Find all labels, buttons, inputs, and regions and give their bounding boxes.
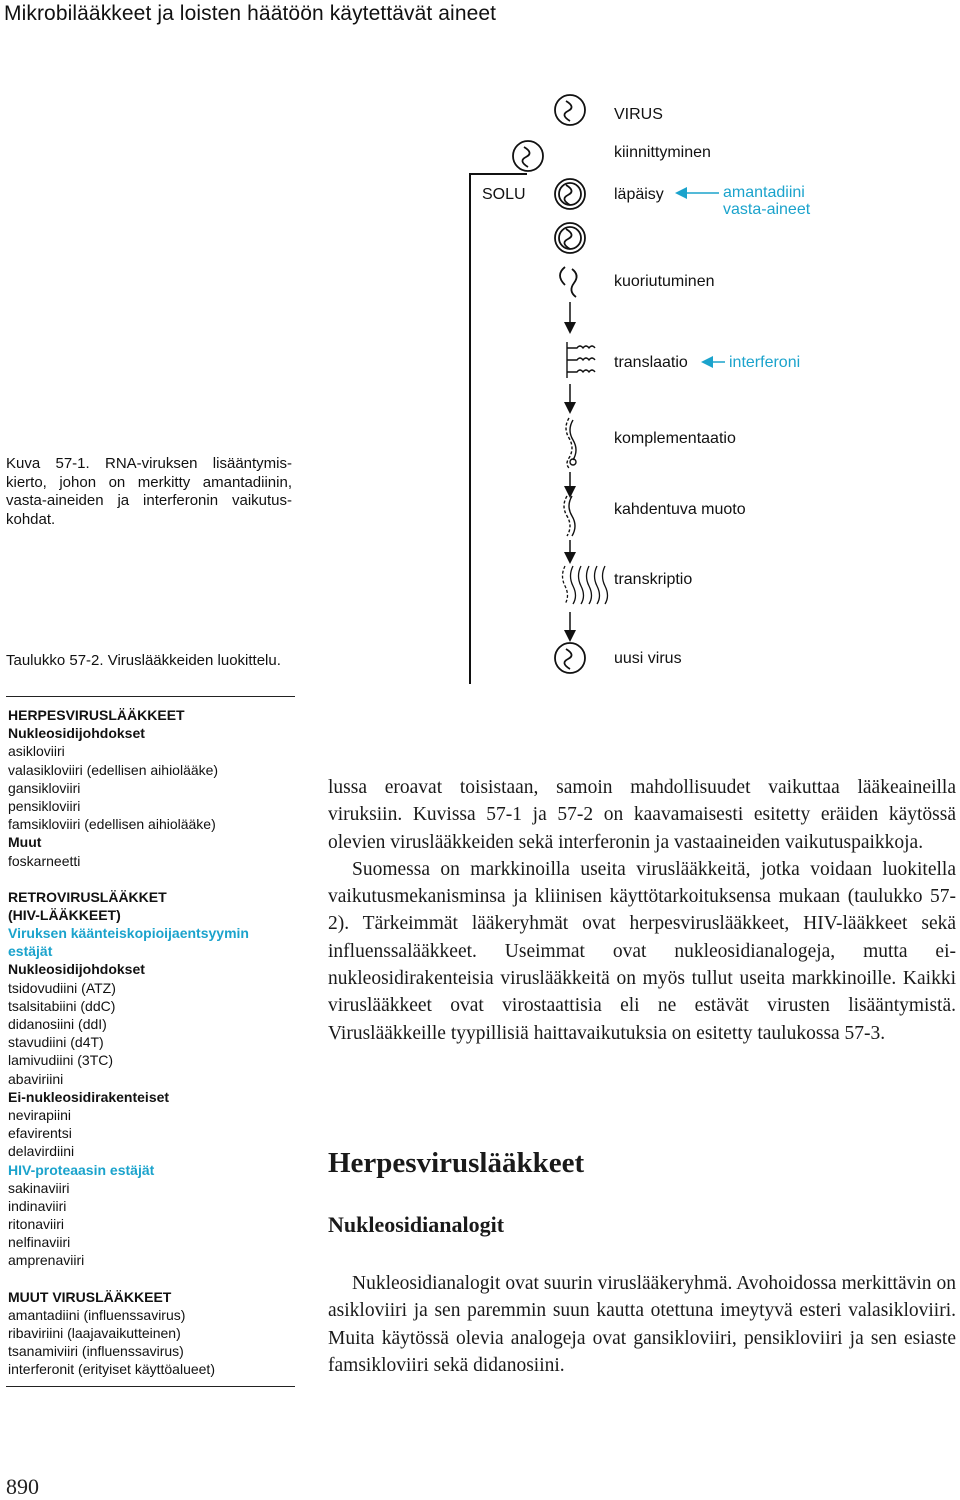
page-number: 890 <box>6 1474 39 1499</box>
table-row: Nukleosidijohdokset <box>8 961 145 978</box>
table-row: MUUT VIRUSLÄÄKKEET <box>8 1288 172 1305</box>
virus-replication-diagram <box>455 84 845 694</box>
table-row: gansikloviiri <box>8 779 81 796</box>
table-row: didanosiini (ddI) <box>8 1016 107 1032</box>
table-row: Muut <box>8 834 42 851</box>
label-antibodies: vasta-aineet <box>723 201 811 218</box>
translation-rna-icon <box>567 342 595 378</box>
table-caption: Taulukko 57-2. Viruslääkkeiden luokittelu. <box>6 652 281 669</box>
label-translation: translaatio <box>614 354 688 371</box>
table-row: sakinaviiri <box>8 1179 70 1196</box>
table-row: tsidovudiini (ATZ) <box>8 979 116 996</box>
label-attach: kiinnittyminen <box>614 144 711 161</box>
subsection-heading: Nukleosidianalogit <box>328 1212 505 1237</box>
table-row: ritonaviiri <box>8 1216 65 1233</box>
table-row: Viruksen käänteiskopioijaentsyymin <box>8 925 249 942</box>
table-row: valasikloviiri (edellisen aihiolääke) <box>8 761 219 778</box>
table-row: famsikloviiri (edellisen aihiolääke) <box>8 816 216 833</box>
table-row: ribaviriini (laajavaikutteinen) <box>8 1325 181 1341</box>
body-paragraph: Nukleosidianalogit ovat suurin viruslääkeryhmä. Avohoidossa merkittävin on asikloviiri ja sen paremmin suun kautta otettuna imeytyvä esteri valasikloviiri. Muita käytössä olevia analogeja ovat gansikloviiri, pensikloviiri ja sen esiaste famsikloviiri sekä didanosiini. <box>328 1273 956 1376</box>
table-row: amprenaviiri <box>8 1252 85 1269</box>
label-cell: SOLU <box>482 186 526 203</box>
table-row: abaviriini <box>8 1070 64 1087</box>
table-row: asikloviiri <box>8 743 65 760</box>
label-transcription: transkriptio <box>614 571 693 588</box>
table-top-rule <box>6 696 295 697</box>
label-new-virus: uusi virus <box>614 650 682 667</box>
page-header-title: Mikrobilääkkeet ja loisten häätöön käytettävät aineet <box>4 2 497 25</box>
table-row: lamivudiini (3TC) <box>8 1052 114 1069</box>
virus-attached-icon <box>513 141 543 171</box>
table-row: interferonit (erityiset käyttöalueet) <box>8 1361 215 1378</box>
table-row: pensikloviiri <box>8 797 81 814</box>
double-strand-icon <box>564 496 575 536</box>
table-row: nelfinaviiri <box>8 1234 71 1251</box>
new-virus-icon <box>555 643 585 673</box>
table-row: stavudiini (d4T) <box>8 1034 104 1051</box>
table-row: tsanamiviiri (influenssavirus) <box>8 1343 184 1360</box>
table-row: estäjät <box>8 943 53 960</box>
table-row: delavirdiini <box>8 1143 75 1160</box>
cell-boundary <box>470 174 527 684</box>
table-row: efavirentsi <box>8 1125 72 1142</box>
figure-caption: Kuva 57-1. RNA-viruksen lisääntymis-kierto, johon on merkitty amantadiinin, vasta-aineiden ja interferonin vaikutus-kohdat. <box>6 455 292 528</box>
label-virus: VIRUS <box>614 106 663 123</box>
table-row: amantadiini (influenssavirus) <box>8 1306 186 1323</box>
body-paragraph: Suomessa on markkinoilla useita viruslääkkeitä, jotka voidaan luokitella vaikutusmekanisminsa ja kliinisen käyttötarkoituksensa mukaan (taulukko 57-2). Tärkeimmät lääkeryhmät ovat herpesviruslääkkeet, HIV-lääkkeet sekä influenssalääkkeet. Useimmat ovat nukleosidianalogeja, mutta ei-nukleosidirakenteisia viruslääkkeitä on myös tullut useita markkinoille. Kaikki viruslääkkeet ovat virostaattisia eli ne estävät virusten lisääntymistä. Viruslääkkeille tyypillisiä haittavaikutuksia on esitetty taulukossa 57-3. <box>328 858 956 1044</box>
virus-particle-icon <box>555 95 585 125</box>
label-amantadine: amantadiini <box>723 184 805 201</box>
table-section-other <box>8 1288 298 1379</box>
label-penetration: läpäisy <box>614 186 664 203</box>
table-row: Nukleosidijohdokset <box>8 725 145 742</box>
table-row: HIV-proteaasin estäjät <box>8 1161 155 1178</box>
table-section-retro <box>8 888 298 1270</box>
body-column-bottom <box>328 1270 956 1379</box>
table-row: tsalsitabiini (ddC) <box>8 997 116 1014</box>
drug-classification-table <box>8 706 298 1379</box>
virus-penetrating-icon <box>555 179 585 209</box>
label-double-form: kahdentuva muoto <box>614 501 746 518</box>
table-row: HERPESVIRUSLÄÄKKEET <box>8 707 185 723</box>
label-uncoating: kuoriutuminen <box>614 273 715 290</box>
table-row: RETROVIRUSLÄÄKKET <box>8 888 167 905</box>
table-section-herpes <box>8 706 298 870</box>
transcription-strands-icon <box>563 566 608 604</box>
virus-inside-icon <box>555 223 585 253</box>
table-row: foskarneetti <box>8 852 81 869</box>
table-row: nevirapiini <box>8 1106 72 1123</box>
section-heading: Herpesviruslääkkeet <box>328 1147 585 1179</box>
table-bottom-rule <box>6 1386 295 1387</box>
complementation-strand-icon <box>566 418 576 468</box>
table-row: Ei-nukleosidirakenteiset <box>8 1088 170 1105</box>
body-paragraph: lussa eroavat toisistaan, samoin mahdollisuudet vaikuttaa lääkeaineilla viruksiin. Kuvissa 57-1 ja 57-2 on kaavamaisesti esitetty eräiden käytössä olevien viruslääkkeiden sekä interferonin ja vastaaineiden vaikutuspaikkoja. <box>328 777 956 853</box>
label-interferon: interferoni <box>729 354 801 371</box>
label-complementation: komplementaatio <box>614 430 736 447</box>
body-column-top <box>328 774 956 1047</box>
table-row: (HIV-LÄÄKKEET) <box>8 906 121 923</box>
uncoating-icon <box>560 267 577 297</box>
table-row: indinaviiri <box>8 1197 67 1214</box>
